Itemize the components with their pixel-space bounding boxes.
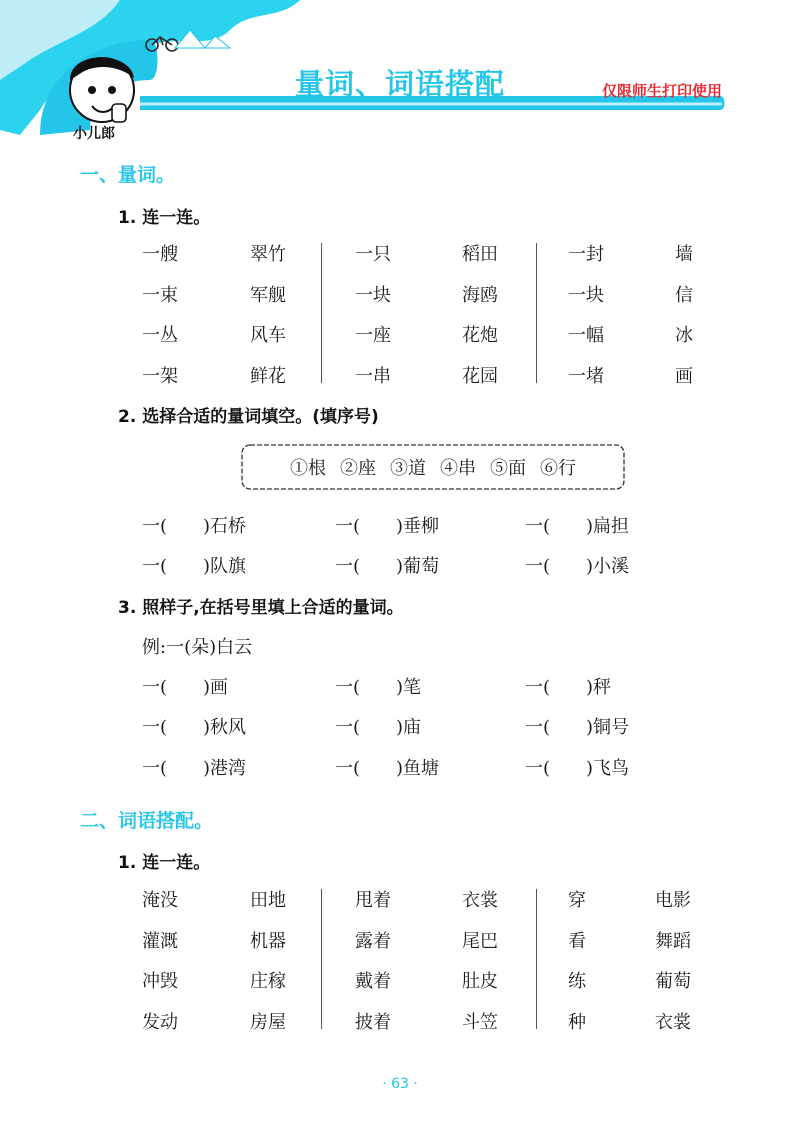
fill-blank-item[interactable]: 一( )秋风 bbox=[142, 717, 247, 738]
s1-left-word: 一只 bbox=[355, 244, 391, 265]
s1-right-word: 风车 bbox=[250, 325, 286, 346]
s2-right-word: 肚皮 bbox=[462, 971, 498, 992]
s1-left-word: 一堵 bbox=[568, 366, 604, 387]
page-title: 量词、词语搭配 bbox=[294, 67, 505, 101]
s1-left-word: 一丛 bbox=[142, 325, 178, 346]
option-item: ③道 bbox=[390, 458, 426, 479]
s1-left-word: 一块 bbox=[568, 285, 604, 306]
s2-left-word: 淹没 bbox=[142, 890, 178, 911]
s2-right-word: 舞蹈 bbox=[655, 931, 691, 952]
s2-right-word: 田地 bbox=[250, 890, 286, 911]
s1-right-word: 冰 bbox=[675, 325, 693, 346]
options-list bbox=[240, 454, 626, 480]
s1-left-word: 一架 bbox=[142, 366, 178, 387]
s1-q1-label: 1. 连一连。 bbox=[118, 208, 211, 228]
fill-blank-item[interactable]: 一( )港湾 bbox=[142, 758, 247, 779]
s1-right-word: 翠竹 bbox=[250, 244, 286, 265]
s2-left-word: 戴着 bbox=[355, 971, 391, 992]
fill-blank-item[interactable]: 一( )庙 bbox=[335, 717, 422, 738]
column-divider bbox=[536, 243, 537, 383]
section2-heading: 二、词语搭配。 bbox=[80, 810, 214, 832]
fill-blank-item[interactable]: 一( )队旗 bbox=[142, 556, 247, 577]
column-divider bbox=[536, 889, 537, 1029]
s1-right-word: 花园 bbox=[462, 366, 498, 387]
s1-left-word: 一束 bbox=[142, 285, 178, 306]
s1-right-word: 鲜花 bbox=[250, 366, 286, 387]
section1-heading: 一、量词。 bbox=[80, 164, 176, 186]
s1-left-word: 一座 bbox=[355, 325, 391, 346]
s2-left-word: 冲毁 bbox=[142, 971, 178, 992]
s2-right-word: 葡萄 bbox=[655, 971, 691, 992]
s2-right-word: 电影 bbox=[655, 890, 691, 911]
s1-left-word: 一幅 bbox=[568, 325, 604, 346]
fill-blank-item[interactable]: 一( )葡萄 bbox=[335, 556, 440, 577]
s2-left-word: 看 bbox=[568, 931, 586, 952]
s1-left-word: 一块 bbox=[355, 285, 391, 306]
s2-left-word: 穿 bbox=[568, 890, 586, 911]
fill-blank-item[interactable]: 一( )垂柳 bbox=[335, 516, 440, 537]
s2-left-word: 露着 bbox=[355, 931, 391, 952]
option-item: ⑥行 bbox=[540, 458, 576, 479]
fill-blank-item[interactable]: 一( )鱼塘 bbox=[335, 758, 440, 779]
option-item: ①根 bbox=[290, 458, 326, 479]
s1-left-word: 一串 bbox=[355, 366, 391, 387]
s1-left-word: 一封 bbox=[568, 244, 604, 265]
s2-q1-label: 1. 连一连。 bbox=[118, 853, 211, 873]
s1-right-word: 墙 bbox=[675, 244, 693, 265]
fill-blank-item[interactable]: 一( )飞鸟 bbox=[525, 758, 630, 779]
s2-right-word: 斗笠 bbox=[462, 1012, 498, 1033]
s2-right-word: 机器 bbox=[250, 931, 286, 952]
example-text: 例:一(朵)白云 bbox=[142, 637, 253, 658]
s2-left-word: 灌溉 bbox=[142, 931, 178, 952]
fill-blank-item[interactable]: 一( )笔 bbox=[335, 677, 422, 698]
option-item: ②座 bbox=[340, 458, 376, 479]
option-item: ⑤面 bbox=[490, 458, 526, 479]
column-divider bbox=[321, 889, 322, 1029]
s1-right-word: 稻田 bbox=[462, 244, 498, 265]
print-notice: 仅限师生打印使用 bbox=[601, 82, 722, 100]
s1-right-word: 信 bbox=[675, 285, 693, 306]
s2-left-word: 发动 bbox=[142, 1012, 178, 1033]
s2-right-word: 房屋 bbox=[250, 1012, 286, 1033]
fill-blank-item[interactable]: 一( )秤 bbox=[525, 677, 612, 698]
s2-right-word: 衣裳 bbox=[462, 890, 498, 911]
s2-left-word: 练 bbox=[568, 971, 586, 992]
s1-right-word: 海鸥 bbox=[462, 285, 498, 306]
s1-q2-label: 2. 选择合适的量词填空。(填序号) bbox=[118, 407, 379, 427]
s2-left-word: 披着 bbox=[355, 1012, 391, 1033]
s1-q3-label: 3. 照样子,在括号里填上合适的量词。 bbox=[118, 598, 404, 618]
s1-left-word: 一艘 bbox=[142, 244, 178, 265]
fill-blank-item[interactable]: 一( )石桥 bbox=[142, 516, 247, 537]
s2-right-word: 衣裳 bbox=[655, 1012, 691, 1033]
option-item: ④串 bbox=[440, 458, 476, 479]
fill-blank-item[interactable]: 一( )扁担 bbox=[525, 516, 630, 537]
s2-right-word: 庄稼 bbox=[250, 971, 286, 992]
s2-left-word: 甩着 bbox=[355, 890, 391, 911]
mascot-label: 小儿郎 bbox=[73, 126, 115, 142]
column-divider bbox=[321, 243, 322, 383]
fill-blank-item[interactable]: 一( )画 bbox=[142, 677, 229, 698]
fill-blank-item[interactable]: 一( )小溪 bbox=[525, 556, 630, 577]
s1-right-word: 画 bbox=[675, 366, 693, 387]
s1-right-word: 花炮 bbox=[462, 325, 498, 346]
fill-blank-item[interactable]: 一( )铜号 bbox=[525, 717, 630, 738]
page-number: · 63 · bbox=[382, 1076, 418, 1092]
s1-right-word: 军舰 bbox=[250, 285, 286, 306]
s2-left-word: 种 bbox=[568, 1012, 586, 1033]
s2-right-word: 尾巴 bbox=[462, 931, 498, 952]
